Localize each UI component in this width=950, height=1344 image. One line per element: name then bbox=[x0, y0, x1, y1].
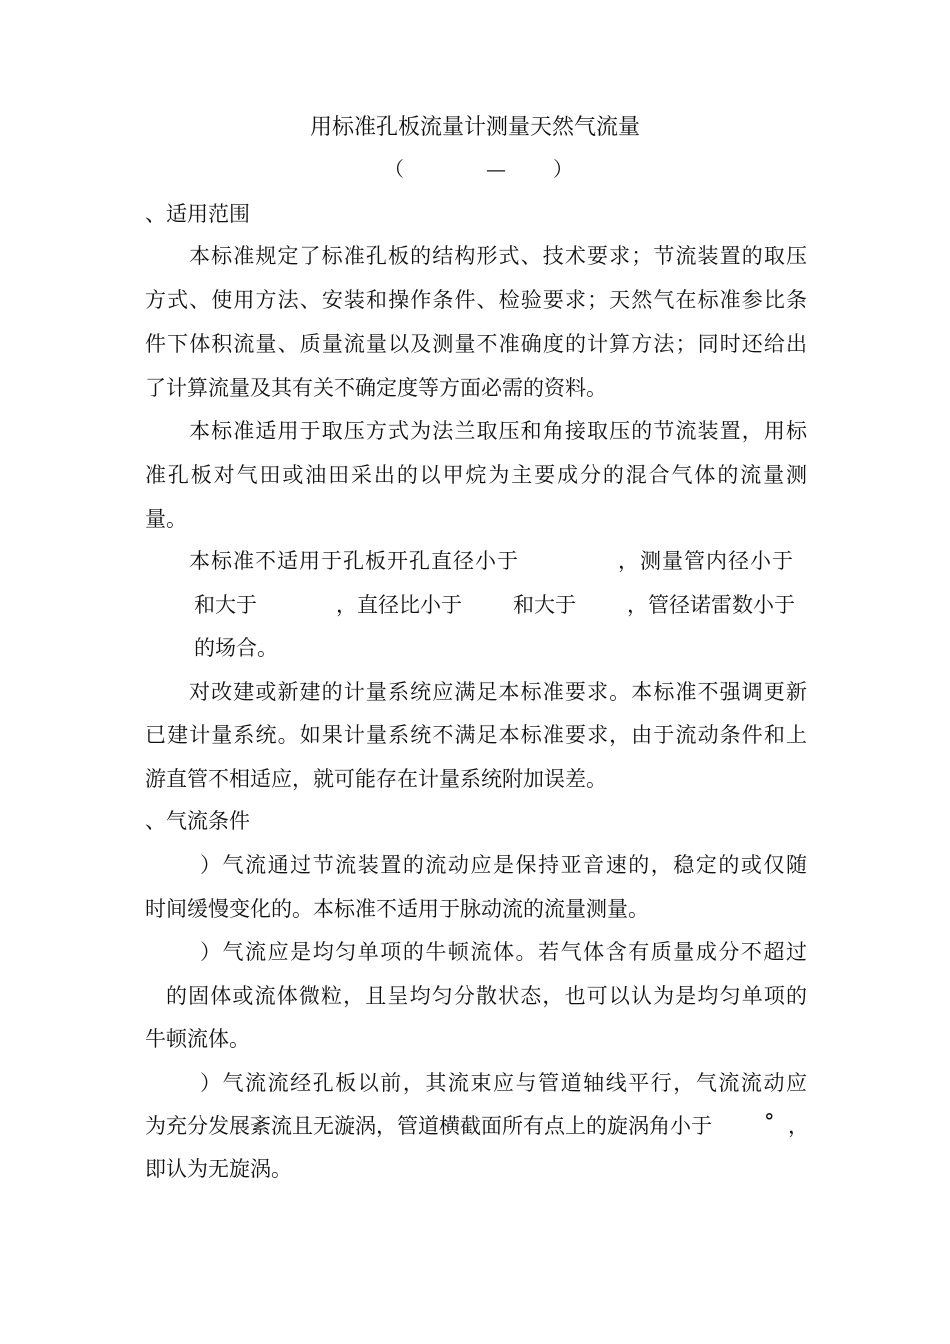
paragraph-line: 对改建或新建的计量系统应满足本标准要求。本标准不强调更新 bbox=[189, 680, 807, 704]
paragraph-line: 时间缓慢变化的。本标准不适用于脉动流的流量测量。 bbox=[145, 897, 649, 921]
text-segment: 为充分发展紊流且无漩涡，管道横截面所有点上的旋涡角小于 bbox=[145, 1114, 712, 1138]
paragraph-line: 了计算流量及其有关不确定度等方面必需的资料。 bbox=[145, 376, 607, 400]
paragraph-line: 件下体积流量、质量流量以及测量不准确度的计算方法；同时还给出 bbox=[145, 332, 807, 356]
paragraph-line: 的固体或流体微粒，且呈均匀分散状态，也可以认为是均匀单项的 bbox=[166, 984, 807, 1008]
paragraph-line: 游直管不相适应，就可能存在计量系统附加误差。 bbox=[145, 767, 607, 791]
text-segment: ，管径诺雷数小于 bbox=[627, 593, 795, 617]
paragraph-line: 准孔板对气田或油田采出的以甲烷为主要成分的混合气体的流量测 bbox=[145, 463, 807, 487]
text-segment: 的场合。 bbox=[194, 636, 278, 660]
paragraph-line: 本标准规定了标准孔板的结构形式、技术要求；节流装置的取压 bbox=[189, 244, 807, 268]
section-heading-scope: 、适用范围 bbox=[145, 202, 250, 226]
paragraph-line: ）气流流经孔板以前，其流束应与管道轴线平行，气流流动应 bbox=[200, 1071, 807, 1095]
paragraph-line: 牛顿流体。 bbox=[145, 1027, 250, 1051]
paragraph-line: 即认为无旋涡。 bbox=[145, 1157, 292, 1181]
paragraph-line: ）气流应是均匀单项的牛顿流体。若气体含有质量成分不超过 bbox=[200, 940, 807, 964]
paragraph-line: 已建计量系统。如果计量系统不满足本标准要求，由于流动条件和上 bbox=[145, 723, 807, 747]
paragraph-line: ）气流通过节流装置的流动应是保持亚音速的，稳定的或仅随 bbox=[200, 853, 807, 877]
text-segment: 和大于 bbox=[194, 593, 257, 617]
text-segment: 本标准不适用于孔板开孔直径小于 bbox=[189, 549, 519, 573]
paragraph-line: 方式、使用方法、安装和操作条件、检验要求；天然气在标准参比条 bbox=[145, 288, 807, 312]
degree-symbol: ° bbox=[764, 1110, 775, 1134]
document-title: 用标准孔板流量计测量天然气流量 bbox=[309, 115, 640, 140]
text-segment: ， bbox=[788, 1114, 809, 1138]
subtitle-dash: — bbox=[486, 157, 506, 181]
text-segment: ，直径比小于 bbox=[336, 593, 462, 617]
paragraph-line: 本标准适用于取压方式为法兰取压和角接取压的节流装置，用标 bbox=[189, 419, 807, 443]
paragraph-line: 量。 bbox=[145, 507, 187, 531]
text-segment: 和大于 bbox=[513, 593, 576, 617]
subtitle-open-paren: （ bbox=[384, 157, 404, 181]
text-segment: ，测量管内径小于 bbox=[618, 549, 794, 573]
section-heading-flow-conditions: 、气流条件 bbox=[145, 809, 250, 833]
subtitle-close-paren: ） bbox=[553, 157, 573, 181]
